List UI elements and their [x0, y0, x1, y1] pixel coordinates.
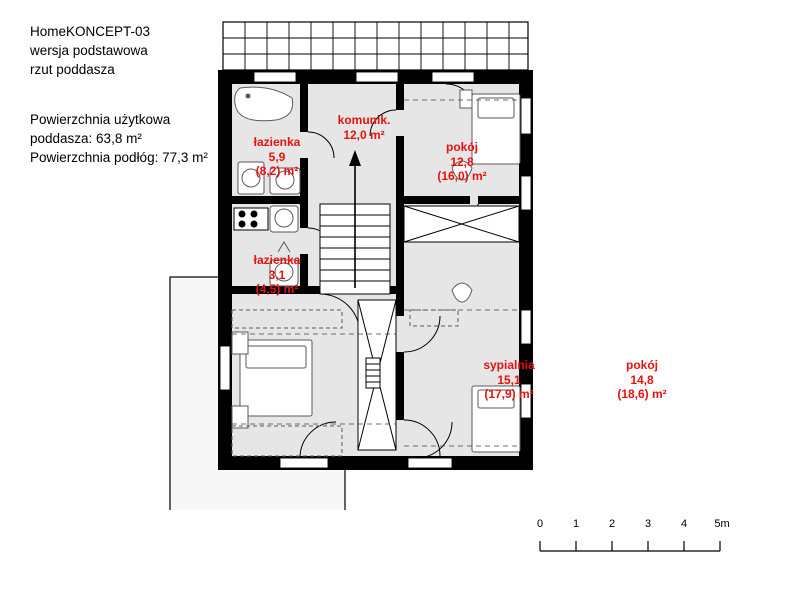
usable-area-label: Powierzchnia użytkowa	[30, 112, 171, 127]
appliance-hob	[234, 208, 268, 230]
room-label-lazienka-2: łazienka 3,1 (4,5) m²	[253, 253, 301, 297]
floor-plan-drawing	[160, 10, 760, 510]
scale-ticks	[532, 535, 732, 557]
scale-label-4: 4	[680, 518, 688, 530]
scale-label-5: 5m	[714, 518, 730, 530]
room-label-pokoj-1: pokój 12,8 (16,0) m²	[437, 140, 487, 184]
wardrobe-upper-right	[404, 206, 519, 242]
room-label-pokoj-2: pokój 14,8 (18,6) m²	[617, 358, 667, 402]
roof-grid-top	[223, 22, 528, 70]
scale-label-3: 3	[644, 518, 652, 530]
scale-label-0: 0	[536, 518, 544, 530]
title-block	[30, 22, 150, 79]
project-variant: wersja podstawowa	[30, 43, 148, 59]
scale-bar	[532, 518, 732, 558]
room-label-lazienka-1: łazienka 5,9 (8,2) m²	[253, 135, 301, 179]
plan-type: rzut poddasza	[30, 62, 115, 78]
scale-label-2: 2	[608, 518, 616, 530]
scale-label-1: 1	[572, 518, 580, 530]
room-label-komunikacja: komunik. 12,0 m²	[337, 113, 391, 142]
floor-area-value: Powierzchnia podłóg: 77,3 m²	[30, 150, 208, 166]
room-label-sypialnia: sypialnia 15,1 (17,9) m²	[483, 358, 535, 402]
shaft	[358, 300, 396, 450]
usable-area-value: poddasza: 63,8 m²	[30, 131, 142, 147]
project-name: HomeKONCEPT-03	[30, 24, 151, 39]
